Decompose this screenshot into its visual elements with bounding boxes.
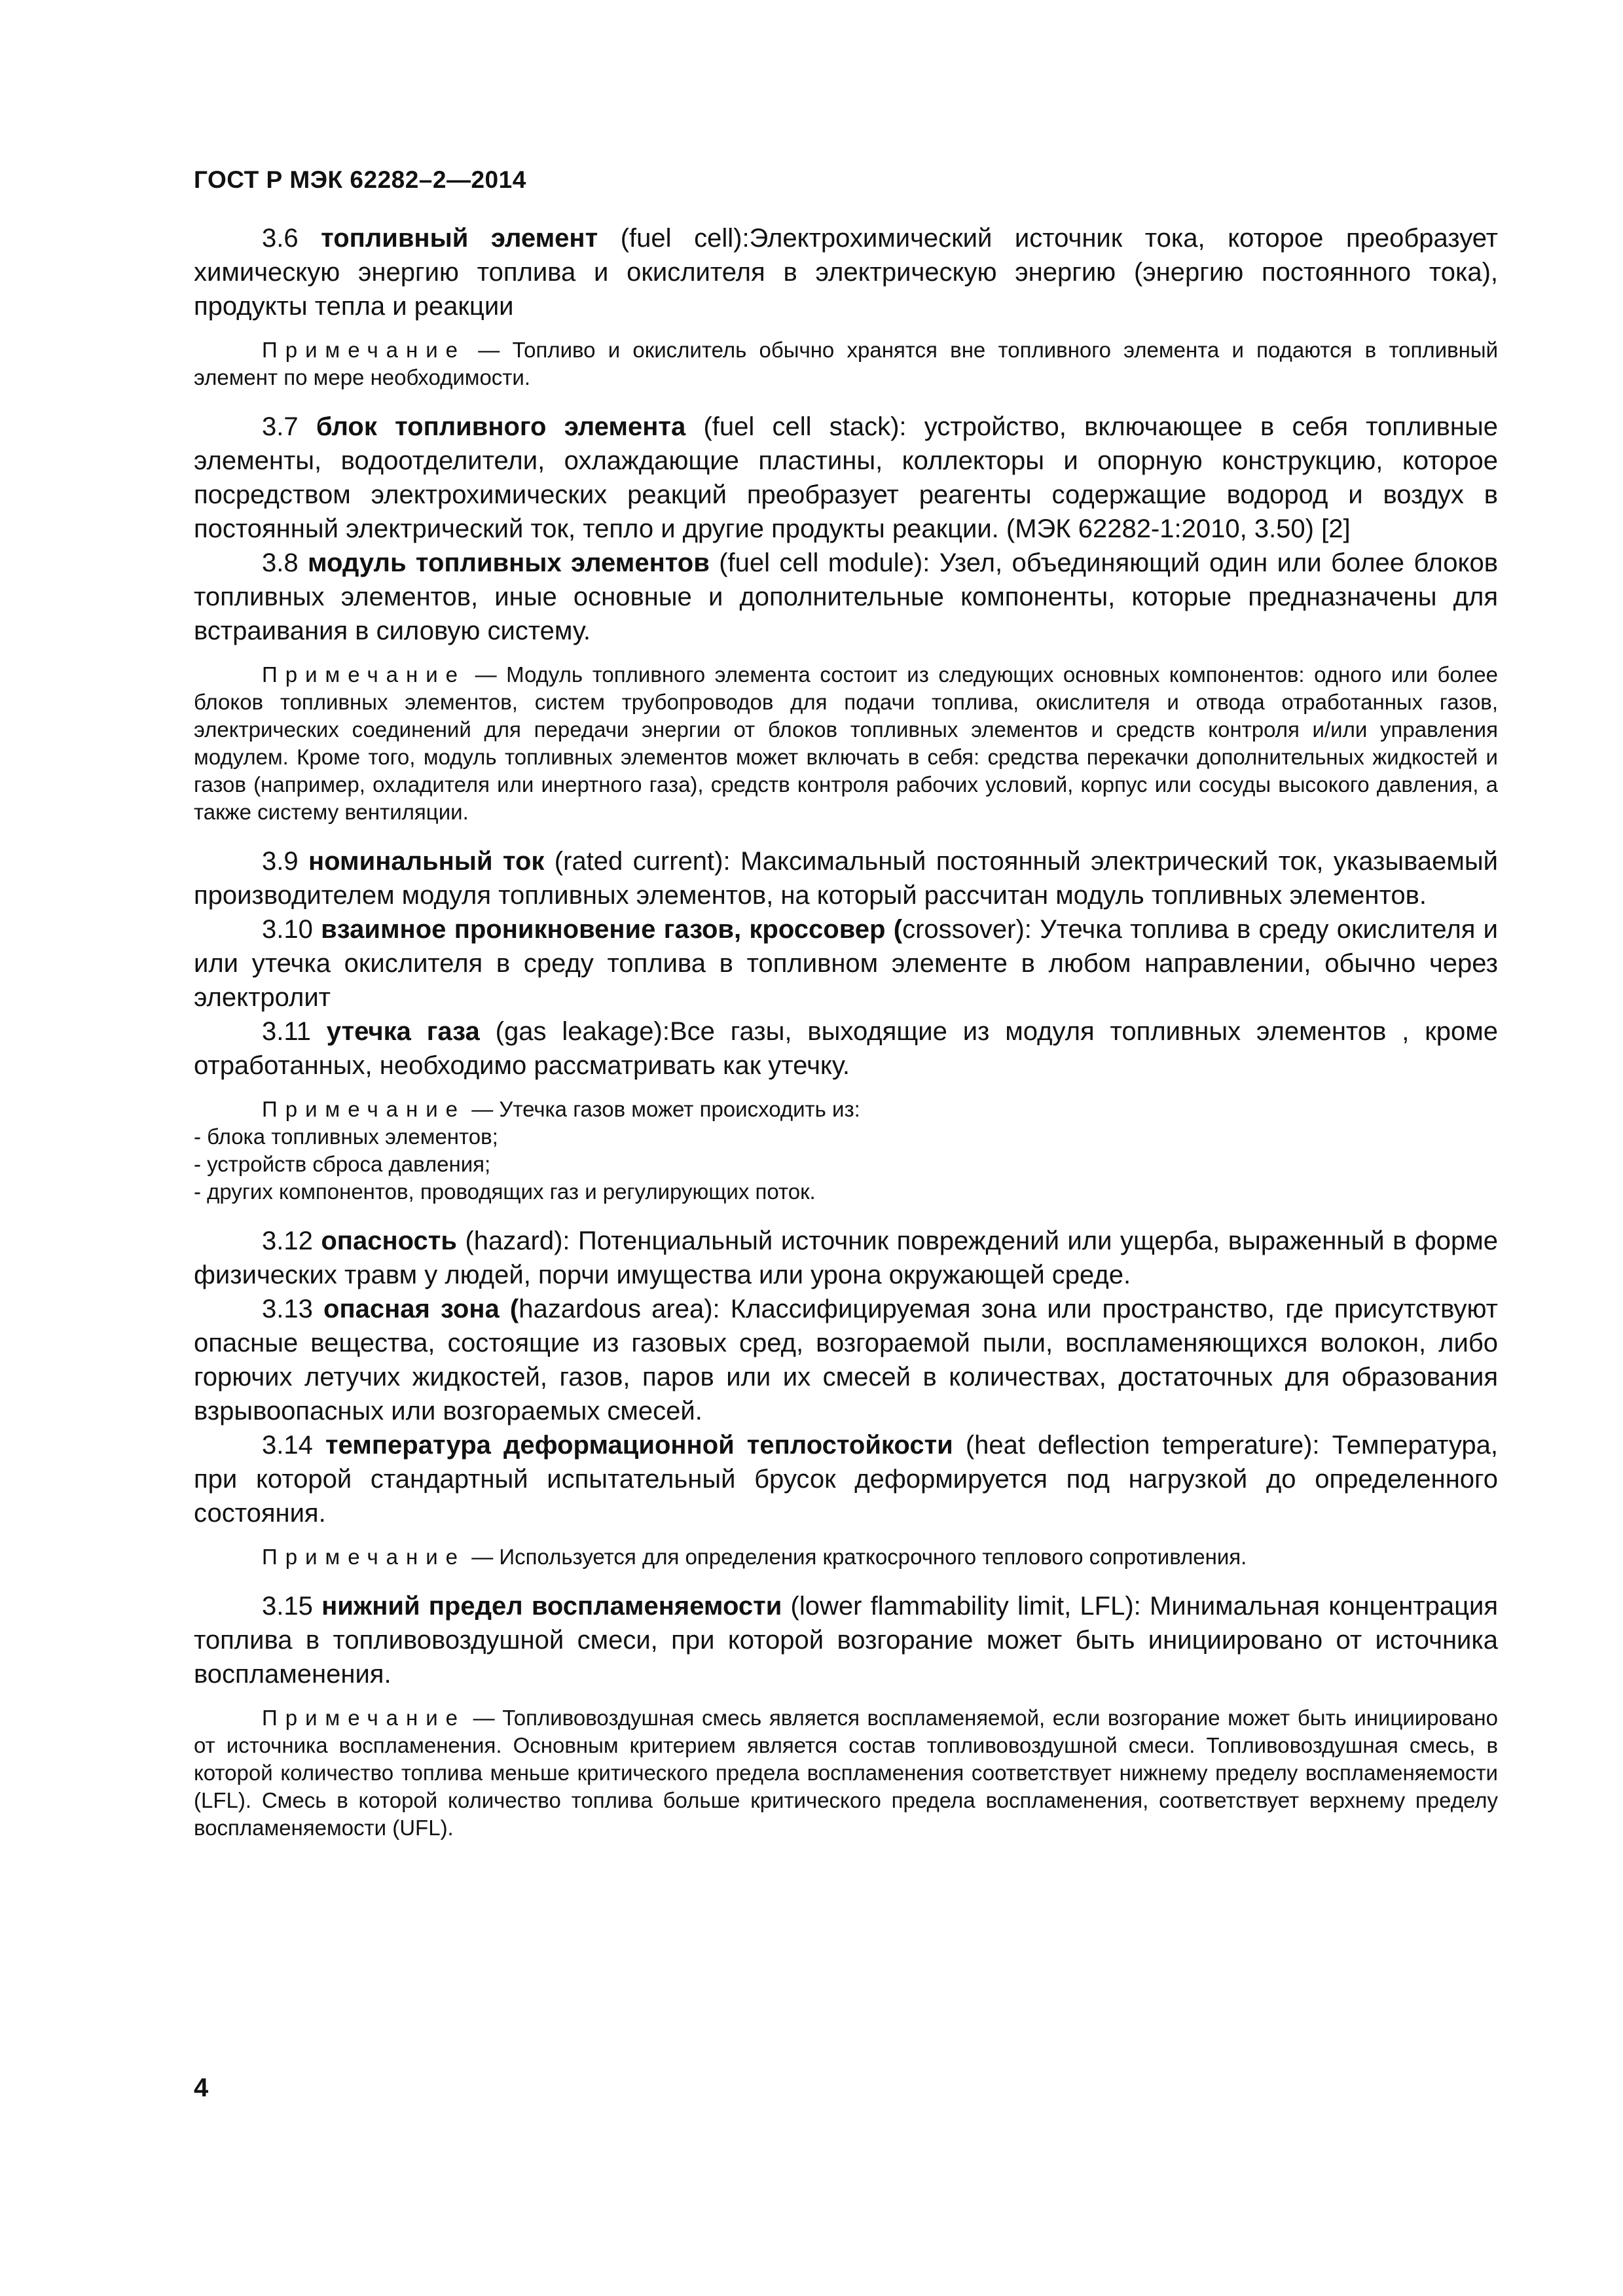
- document-header: ГОСТ Р МЭК 62282–2—2014: [194, 166, 526, 193]
- definition-number: 3.15: [262, 1592, 313, 1621]
- definition-3-11: [194, 1014, 1498, 1083]
- definition-number: 3.11: [262, 1017, 311, 1046]
- definition-number: 3.8: [262, 548, 299, 577]
- definition-number: 3.10: [262, 915, 313, 944]
- definition-number: 3.13: [262, 1295, 313, 1323]
- note-3-14: [194, 1543, 1498, 1571]
- definition-term: опасность: [321, 1227, 457, 1255]
- note-3-6: [194, 336, 1498, 391]
- definition-text: (fuel cell module): Узел, объединяющий один или более блоков топливных элементов, иные основные и дополнительные компоненты, которые предназначены для встраивания в силовую систему.: [194, 548, 1498, 645]
- definition-text: (rated current): Максимальный постоянный электрический ток, указываемый производителем модуля топливных элементов, на который рассчитан модуль топливных элементов.: [194, 847, 1498, 910]
- definition-text: (hazard): Потенциальный источник повреждений или ущерба, выраженный в форме физических травм у людей, порчи имущества или урона окружающей среде.: [194, 1227, 1498, 1289]
- definition-text: (fuel cell stack): устройство, включающее в себя топливные элементы, водоотделители, охлаждающие пластины, коллекторы и опорную конструкцию, которое посредством электрохимических реакций преобразует реагенты содержащие водород и воздух в постоянный электрический ток, тепло и другие продукты реакции. (МЭК 62282-1:2010, 3.50) [2]: [194, 412, 1498, 543]
- definition-term: нижний предел воспламеняемости: [321, 1592, 782, 1621]
- definition-number: 3.7: [262, 412, 299, 441]
- note-text: — Используется для определения краткосрочного теплового сопротивления.: [471, 1545, 1247, 1569]
- note-label: Примечание: [262, 1545, 466, 1569]
- definition-3-13: [194, 1292, 1498, 1428]
- definition-term: опасная зона (: [323, 1295, 519, 1323]
- definition-3-8: [194, 546, 1498, 648]
- note-label: Примечание: [262, 662, 466, 687]
- note-list-item: - устройств сброса давления;: [194, 1152, 491, 1176]
- note-3-11: [194, 1096, 1498, 1123]
- note-3-8: [194, 661, 1498, 826]
- note-text: — Топливовоздушная смесь является воспламеняемой, если возгорание может быть инициировано от источника воспламенения. Основным критерием является состав топливовоздушной смеси. Топливовоздушная смесь, в которой количество топлива меньше критического предела воспламенения соответствует нижнему пределу воспламеняемости (LFL). Смесь в которой количество топлива больше критического предела воспламенения, соответствует верхнему пределу воспламеняемости (UFL).: [194, 1706, 1499, 1840]
- note-text: — Топливо и окислитель обычно хранятся вне топливного элемента и подаются в топливный элемент по мере необходимости.: [194, 338, 1499, 389]
- definition-text: hazardous area): Классифицируемая зона или пространство, где присутствуют опасные вещества, состоящие из газовых сред, возгораемой пыли, воспламеняющихся волокон, либо горючих летучих жидкостей, газов, паров или их смесей в количествах, достаточных для образования взрывоопасных или возгораемых смесей.: [194, 1295, 1498, 1426]
- page-number: 4: [194, 2073, 209, 2102]
- definition-term: температура деформационной теплостойкости: [325, 1431, 953, 1460]
- definition-number: 3.12: [262, 1227, 313, 1255]
- note-label: Примечание: [262, 1706, 466, 1730]
- note-list-item: - других компонентов, проводящих газ и регулирующих поток.: [194, 1179, 816, 1204]
- definition-text: (lower flammability limit, LFL): Минимальная концентрация топлива в топливовоздушной смеси, при которой возгорание может быть инициировано от источника воспламенения.: [194, 1592, 1498, 1689]
- definition-number: 3.9: [262, 847, 299, 876]
- definition-3-10: [194, 912, 1498, 1014]
- definition-term: утечка газа: [326, 1017, 480, 1046]
- note-text: — Утечка газов может происходить из:: [471, 1097, 860, 1121]
- note-3-15: [194, 1704, 1498, 1842]
- note-label: Примечание: [262, 338, 466, 362]
- definition-3-14: [194, 1428, 1498, 1530]
- definition-3-6: [194, 221, 1498, 323]
- definition-3-9: [194, 844, 1498, 912]
- note-list: [194, 1123, 1498, 1206]
- definition-term: взаимное проникновение газов, кроссовер (: [321, 915, 903, 944]
- definition-number: 3.6: [262, 224, 299, 253]
- definition-text: (fuel cell):Электрохимический источник тока, которое преобразует химическую энергию топлива и окислителя в электрическую энергию (энергию постоянного тока), продукты тепла и реакции: [194, 224, 1498, 321]
- note-list-item: - блока топливных элементов;: [194, 1124, 498, 1149]
- note-text: — Модуль топливного элемента состоит из следующих основных компонентов: одного или более блоков топливных элементов, систем трубопроводов для подачи топлива, окислителя и отвода отработанных газов, электрических соединений для передачи энергии от блоков топливных элементов и средств контроля и/или управления модулем. Кроме того, модуль топливных элементов может включать в себя: средства перекачки дополнительных жидкостей и газов (например, охладителя или инертного газа), средств контроля рабочих условий, корпус или сосуды высокого давления, а также систему вентиляции.: [194, 662, 1499, 824]
- definition-number: 3.14: [262, 1431, 313, 1460]
- definition-3-7: [194, 410, 1498, 546]
- definition-text: (heat deflection temperature): Температура, при которой стандартный испытательный брусок деформируется под нагрузкой до определенного состояния.: [194, 1431, 1498, 1528]
- definition-term: топливный элемент: [321, 224, 598, 253]
- definition-text: (gas leakage):Все газы, выходящие из модуля топливных элементов , кроме отработанных, необходимо рассматривать как утечку.: [194, 1017, 1498, 1080]
- document-body: [194, 221, 1498, 1842]
- definition-text: crossover): Утечка топлива в среду окислителя и или утечка окислителя в среду топлива в топливном элементе в любом направлении, обычно через электролит: [194, 915, 1499, 1012]
- definition-term: номинальный ток: [308, 847, 545, 876]
- definition-3-12: [194, 1224, 1498, 1292]
- note-label: Примечание: [262, 1097, 466, 1121]
- definition-term: модуль топливных элементов: [307, 548, 710, 577]
- definition-3-15: [194, 1589, 1498, 1691]
- definition-term: блок топливного элемента: [316, 412, 686, 441]
